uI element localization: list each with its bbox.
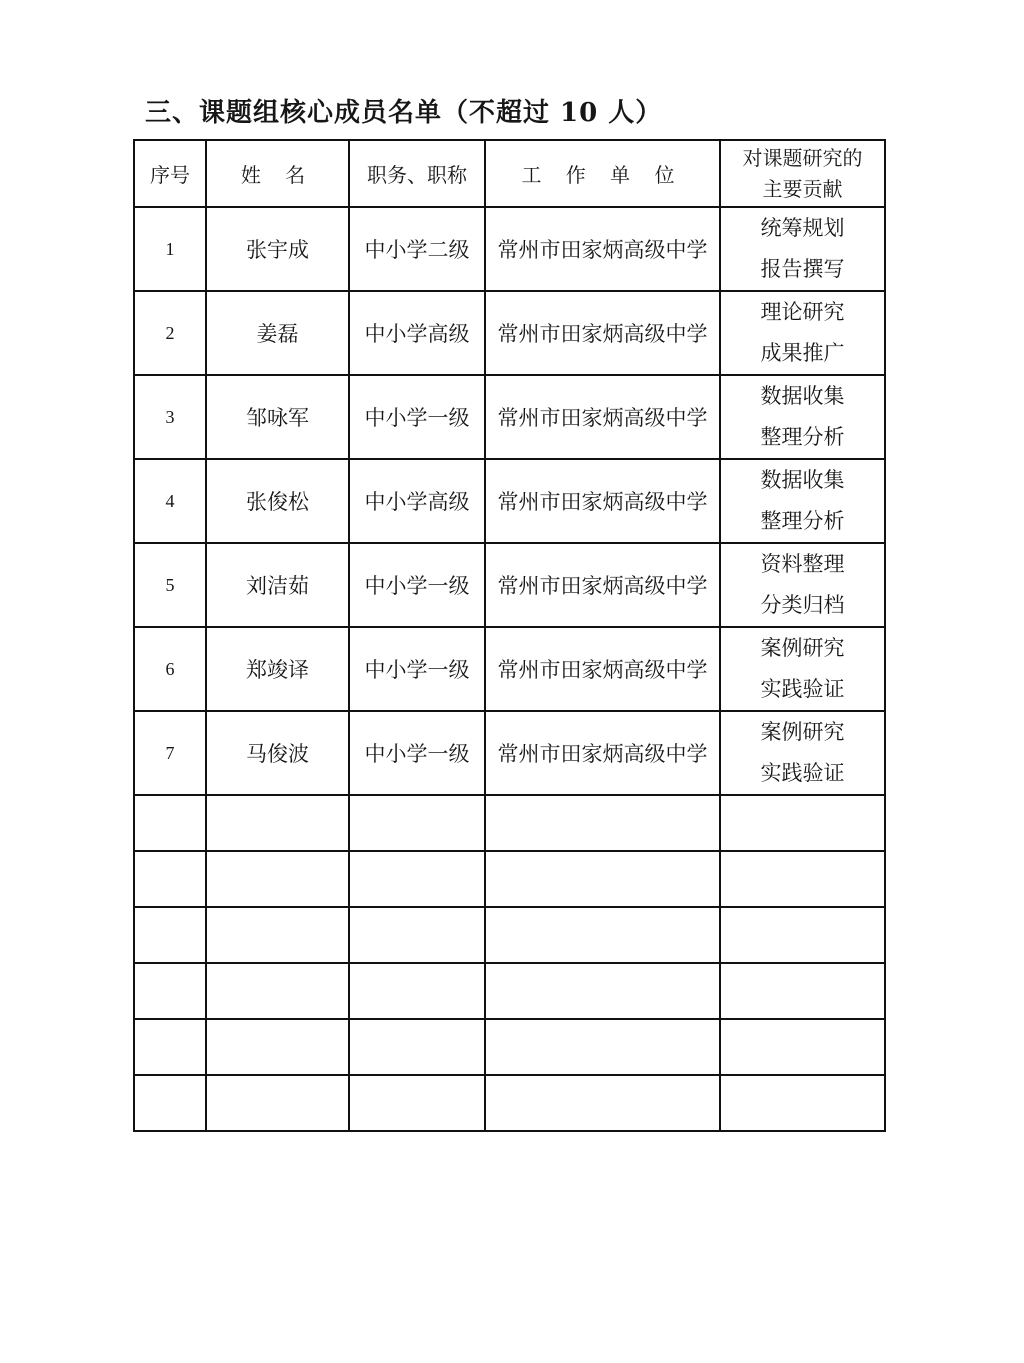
row-unit: 常州市田家炳高级中学	[485, 711, 720, 795]
row-contribution	[720, 207, 885, 291]
empty-cell	[349, 1075, 485, 1131]
row-title: 中小学高级	[349, 291, 485, 375]
empty-table-row	[134, 963, 885, 1019]
contribution-line-2: 实践验证	[760, 761, 845, 785]
empty-cell	[134, 851, 206, 907]
table-row	[134, 459, 885, 543]
section-title: 三、课题组核心成员名单（不超过 10 人）	[145, 98, 663, 128]
row-unit: 常州市田家炳高级中学	[485, 627, 720, 711]
row-title: 中小学一级	[349, 375, 485, 459]
empty-cell	[206, 1019, 349, 1075]
header-contribution-line-1: 对课题研究的	[742, 145, 863, 170]
empty-cell	[134, 1075, 206, 1131]
row-contribution	[720, 459, 885, 543]
row-name: 郑竣译	[206, 627, 349, 711]
row-name: 邹咏军	[206, 375, 349, 459]
empty-cell	[720, 851, 885, 907]
contribution-line-2: 分类归档	[760, 593, 845, 617]
row-seq: 1	[134, 207, 206, 291]
row-seq: 2	[134, 291, 206, 375]
contribution-line-2: 整理分析	[760, 509, 845, 533]
empty-cell	[720, 1019, 885, 1075]
empty-cell	[485, 1075, 720, 1131]
empty-cell	[720, 963, 885, 1019]
empty-cell	[349, 795, 485, 851]
row-seq: 6	[134, 627, 206, 711]
empty-cell	[485, 1019, 720, 1075]
empty-cell	[720, 1075, 885, 1131]
empty-cell	[485, 795, 720, 851]
empty-cell	[720, 795, 885, 851]
contribution-line-1: 资料整理	[760, 552, 845, 576]
row-seq: 4	[134, 459, 206, 543]
contribution-line-2: 报告撰写	[760, 257, 845, 281]
header-name: 姓 名	[206, 140, 349, 207]
empty-cell	[349, 963, 485, 1019]
contribution-line-2: 整理分析	[760, 425, 845, 449]
row-contribution	[720, 375, 885, 459]
row-name: 刘洁茹	[206, 543, 349, 627]
header-unit: 工 作 单 位	[485, 140, 720, 207]
empty-cell	[134, 1019, 206, 1075]
row-seq: 7	[134, 711, 206, 795]
row-title: 中小学一级	[349, 711, 485, 795]
empty-cell	[349, 907, 485, 963]
row-unit: 常州市田家炳高级中学	[485, 375, 720, 459]
table-row	[134, 543, 885, 627]
empty-cell	[206, 963, 349, 1019]
empty-cell	[206, 907, 349, 963]
table-row	[134, 627, 885, 711]
row-unit: 常州市田家炳高级中学	[485, 543, 720, 627]
row-unit: 常州市田家炳高级中学	[485, 291, 720, 375]
empty-table-row	[134, 1019, 885, 1075]
contribution-line-1: 理论研究	[760, 300, 845, 324]
row-contribution	[720, 543, 885, 627]
contribution-line-2: 实践验证	[760, 677, 845, 701]
empty-cell	[349, 1019, 485, 1075]
row-seq: 5	[134, 543, 206, 627]
contribution-line-1: 案例研究	[760, 636, 845, 660]
empty-table-row	[134, 795, 885, 851]
row-title: 中小学高级	[349, 459, 485, 543]
contribution-line-1: 数据收集	[760, 468, 845, 492]
row-unit: 常州市田家炳高级中学	[485, 459, 720, 543]
header-title: 职务、职称	[349, 140, 485, 207]
table-row	[134, 207, 885, 291]
empty-cell	[134, 795, 206, 851]
row-contribution	[720, 711, 885, 795]
empty-cell	[720, 907, 885, 963]
empty-cell	[349, 851, 485, 907]
contribution-line-1: 数据收集	[760, 384, 845, 408]
table-header-row	[134, 140, 885, 207]
row-name: 马俊波	[206, 711, 349, 795]
row-contribution	[720, 291, 885, 375]
empty-table-row	[134, 1075, 885, 1131]
empty-table-row	[134, 851, 885, 907]
row-name: 张俊松	[206, 459, 349, 543]
contribution-line-2: 成果推广	[760, 341, 845, 365]
row-name: 张宇成	[206, 207, 349, 291]
core-members-table	[133, 139, 886, 1132]
row-contribution	[720, 627, 885, 711]
row-title: 中小学二级	[349, 207, 485, 291]
row-unit: 常州市田家炳高级中学	[485, 207, 720, 291]
table-row	[134, 711, 885, 795]
empty-cell	[206, 795, 349, 851]
empty-cell	[206, 851, 349, 907]
empty-cell	[485, 907, 720, 963]
empty-cell	[485, 963, 720, 1019]
header-seq: 序号	[134, 140, 206, 207]
row-title: 中小学一级	[349, 627, 485, 711]
table-row	[134, 291, 885, 375]
empty-table-row	[134, 907, 885, 963]
empty-cell	[134, 907, 206, 963]
empty-cell	[485, 851, 720, 907]
contribution-line-1: 案例研究	[760, 720, 845, 744]
empty-cell	[206, 1075, 349, 1131]
header-contribution	[720, 140, 885, 207]
table-row	[134, 375, 885, 459]
row-title: 中小学一级	[349, 543, 485, 627]
empty-cell	[134, 963, 206, 1019]
contribution-line-1: 统筹规划	[760, 216, 845, 240]
row-name: 姜磊	[206, 291, 349, 375]
header-contribution-line-2: 主要贡献	[762, 176, 843, 201]
row-seq: 3	[134, 375, 206, 459]
